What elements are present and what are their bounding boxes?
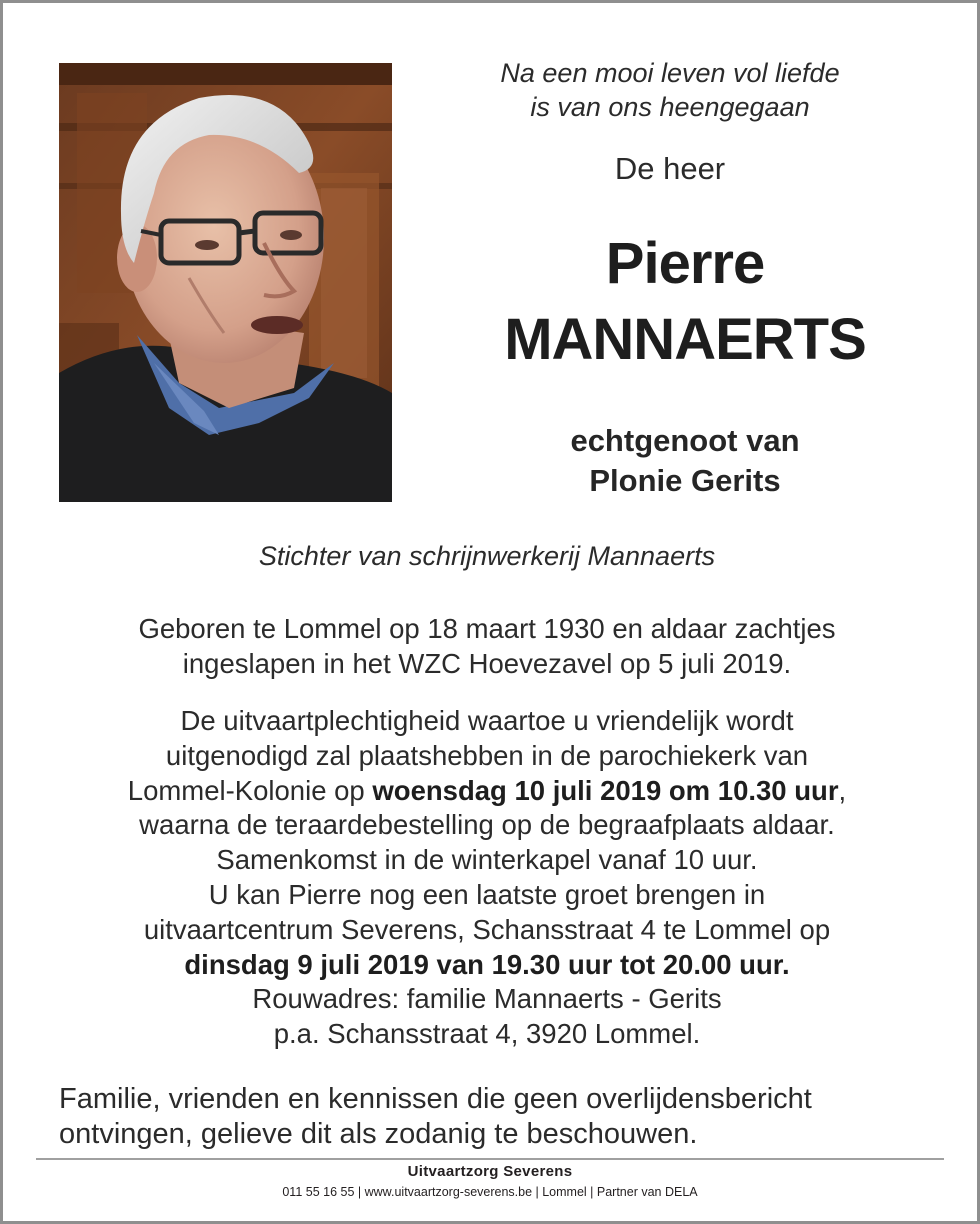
intro-text [420, 56, 920, 124]
birth-paragraph [0, 612, 974, 682]
ceremony-line-9: Rouwadres: familie Mannaerts - Gerits [252, 983, 722, 1015]
footer-company: Uitvaartzorg Severens [407, 1163, 573, 1180]
birth-line-2: ingeslapen in het WZC Hoevezavel op 5 juli 2019. [182, 647, 792, 679]
spouse-block [420, 421, 950, 501]
ceremony-line-4: waarna de teraardebestelling op de begraafplaats aldaar. [139, 809, 835, 841]
footer-contact: 011 55 16 55 | www.uitvaartzorg-severens.be | Lommel | Partner van DELA [282, 1185, 698, 1199]
ceremony-line-2: uitgenodigd zal plaatshebben in de parochiekerk van [165, 739, 809, 771]
ceremony-date-time: woensdag 10 juli 2019 om 10.30 uur [372, 774, 839, 806]
founder-line: Stichter van schrijnwerkerij Mannaerts [258, 541, 716, 571]
ceremony-paragraph [0, 704, 974, 1052]
closing-paragraph [59, 1082, 959, 1152]
closing-line-1: Familie, vrienden en kennissen die geen overlijdensbericht [59, 1083, 812, 1115]
intro-line-1: Na een mooi leven vol liefde [500, 58, 840, 88]
ceremony-line-3 [0, 774, 974, 809]
spouse-relation: echtgenoot van [570, 423, 800, 458]
ceremony-line-3-prefix: Lommel-Kolonie op [127, 774, 373, 806]
ceremony-line-7: uitvaartcentrum Severens, Schansstraat 4 te Lommel op [143, 913, 831, 945]
portrait-photo [59, 63, 392, 502]
visitation-date-time: dinsdag 9 juli 2019 van 19.30 uur tot 20.00 uur. [184, 948, 790, 980]
ceremony-line-6: U kan Pierre nog een laatste groet brengen in [208, 878, 766, 910]
ceremony-line-10: p.a. Schansstraat 4, 3920 Lommel. [273, 1018, 701, 1050]
last-name: MANNAERTS [504, 307, 866, 372]
ceremony-line-5: Samenkomst in de winterkapel vanaf 10 uur. [216, 844, 758, 876]
intro-line-2: is van ons heengegaan [530, 92, 810, 122]
title-prefix: De heer [614, 151, 726, 186]
ceremony-line-3-suffix: , [838, 774, 847, 806]
birth-line-1: Geboren te Lommel op 18 maart 1930 en aldaar zachtjes [138, 613, 836, 644]
closing-line-2: ontvingen, gelieve dit als zodanig te beschouwen. [59, 1118, 698, 1150]
first-name: Pierre [605, 231, 765, 296]
spouse-name: Plonie Gerits [589, 463, 781, 498]
footer-divider [36, 1158, 944, 1160]
ceremony-line-1: De uitvaartplechtigheid waartoe u vriendelijk wordt [180, 705, 794, 736]
ceremony-line-8 [0, 948, 974, 983]
